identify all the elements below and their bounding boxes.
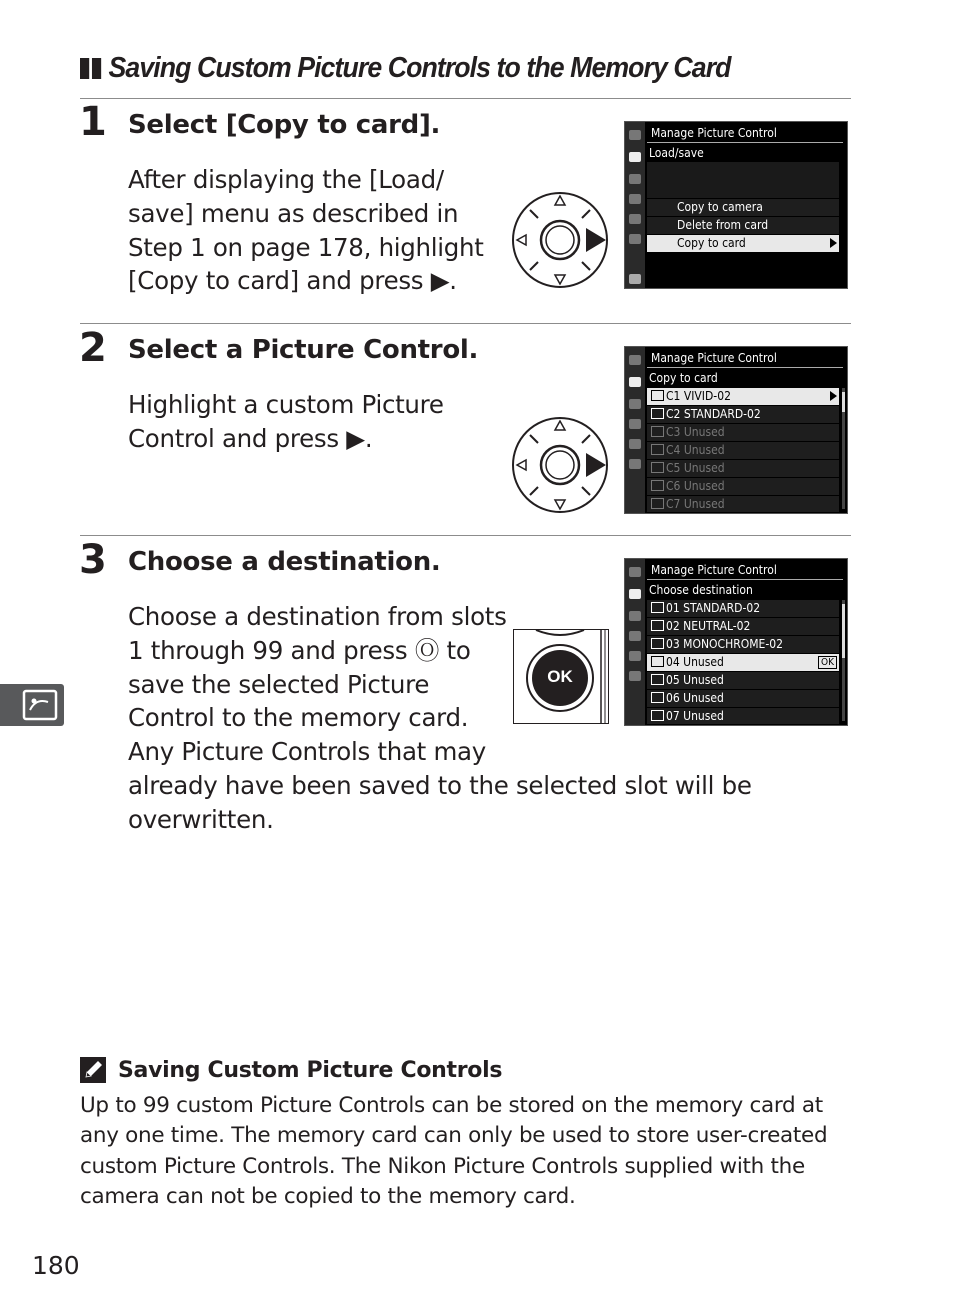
note-pencil-icon [80,1057,106,1083]
slot-label: 07 [666,709,680,723]
divider [80,323,851,324]
slot-label: C5 [666,461,681,475]
ok-button-illustration [513,629,609,724]
slot-label: 05 [666,673,680,687]
arrow-right-icon [830,238,837,248]
control-name: VIVID-02 [683,389,731,403]
destination-slot-row[interactable] [647,654,839,671]
menu-item-delete-from-card[interactable] [647,217,839,234]
control-name: Unused [683,443,725,457]
step-number: 3 [79,537,107,583]
menu-side-tabs [625,347,645,513]
divider [80,535,851,536]
text-line: Control and press ▶. [128,423,373,453]
memory-card-slot-icon [651,602,664,613]
wrench-icon [629,194,641,204]
camera-screen-copy-to-card [624,346,848,514]
step-title: Select [Copy to card]. [128,110,441,140]
picture-control-row[interactable] [647,424,839,441]
camera-screen-load-save [624,121,848,289]
picture-control-row[interactable] [647,496,839,512]
picture-control-row[interactable] [647,478,839,495]
section-marker-icon [80,58,101,79]
step-title: Select a Picture Control. [128,335,479,365]
ok-badge: OK [818,656,837,669]
memory-card-slot-icon [651,638,664,649]
memory-card-slot-icon [651,692,664,703]
slot-label: C6 [666,479,681,493]
screen-subtitle: Load/save [649,146,704,160]
text-line: Up to 99 custom Picture Controls can be stored on the memory card at [80,1093,823,1118]
text-line: save the selected Picture [128,669,430,699]
page-number: 180 [32,1251,80,1280]
camera-icon [629,152,641,162]
picture-control-icon [651,408,664,419]
scrollbar[interactable] [842,388,845,509]
control-name: Unused [683,497,725,511]
section-title [80,48,731,88]
divider [80,98,851,99]
my-menu-icon [629,671,641,681]
text-line: any one time. The memory card can only be used to store user-created [80,1123,828,1149]
slot-label: 03 [666,637,680,651]
text-line: Any Picture Controls that may [128,737,486,767]
scrollbar[interactable] [842,600,845,721]
help-icon [629,274,641,284]
camera-icon [629,377,641,387]
control-name: Unused [683,691,724,705]
note-title: Saving Custom Picture Controls [118,1057,503,1083]
menu-side-tabs [625,559,645,725]
note-body [80,1091,827,1213]
menu-item-label: Copy to card [677,236,746,250]
slot-label: C3 [666,425,681,439]
menu-item-label: Copy to camera [677,200,763,214]
control-name: Unused [683,673,724,687]
text-line: [Copy to card] and press ▶. [128,266,457,296]
playback-icon [629,355,641,365]
screen-header: Manage Picture Control [647,561,843,580]
picture-control-icon [651,498,664,509]
text-line: After displaying the [Load/ [128,165,444,194]
scrollbar-thumb[interactable] [842,604,845,658]
memory-card-slot-icon [651,710,664,721]
note-heading [80,1057,502,1083]
screen-subtitle: Choose destination [649,583,753,597]
camera-icon [629,589,641,599]
section-title-text: Saving Custom Picture Controls to the Memory Card [108,51,731,84]
pencil-icon [629,399,641,409]
memory-card-slot-icon [651,656,664,667]
retouch-icon [629,214,641,224]
slot-label: 02 [666,619,680,633]
control-name: MONOCHROME-02 [683,637,783,651]
multi-selector-right-icon [510,415,610,515]
screen-header: Manage Picture Control [647,349,843,368]
text-line: overwritten. [128,804,274,834]
screen-header: Manage Picture Control [647,124,843,143]
scrollbar-thumb[interactable] [842,392,845,412]
picture-control-row[interactable] [647,460,839,477]
step-instructions [128,163,484,298]
picture-control-row[interactable] [647,388,839,405]
text-line: Control to the memory card. [128,703,469,733]
slot-label: C7 [666,497,681,511]
slot-label: 06 [666,691,680,705]
pencil-icon [629,174,641,184]
picture-control-tab-icon [0,684,64,726]
text-line: Step 1 on page 178, highlight [128,232,484,262]
ok-label: OK [547,667,573,686]
wrench-icon [629,419,641,429]
menu-item-copy-to-card[interactable] [647,235,839,252]
screen-subtitle: Copy to card [649,371,718,385]
my-menu-icon [629,234,641,244]
control-name: STANDARD-02 [683,407,761,421]
picture-control-row[interactable] [647,442,839,459]
slot-label: 01 [666,601,680,615]
text-line: custom Picture Controls. The Nikon Picture Controls supplied with the [80,1153,805,1179]
control-name: Unused [683,425,725,439]
picture-control-icon [651,462,664,473]
control-name: Unused [683,479,725,493]
memory-card-slot-icon [651,620,664,631]
camera-screen-choose-destination [624,558,848,726]
menu-item-copy-to-camera[interactable] [647,199,839,216]
destination-slot-row[interactable] [647,618,839,635]
slot-label: C1 [666,389,681,403]
menu-item-label: Delete from card [677,218,769,232]
step-title: Choose a destination. [128,547,441,577]
pencil-icon [629,611,641,621]
control-name: Unused [683,709,724,723]
control-name: Unused [683,461,725,475]
arrow-right-icon [830,391,837,401]
slot-label: C4 [666,443,681,457]
destination-slot-row[interactable] [647,672,839,689]
chapter-tab [0,684,64,726]
destination-slot-row[interactable] [647,600,839,617]
multi-selector-right-icon [510,190,610,290]
slot-label: 04 [666,655,680,669]
memory-card-slot-icon [651,674,664,685]
destination-slot-row[interactable] [647,708,839,724]
picture-control-icon [651,480,664,491]
text-line: already have been saved to the selected slot will be [128,770,752,800]
step-number: 2 [79,325,107,371]
retouch-icon [629,439,641,449]
playback-icon [629,130,641,140]
destination-slot-row[interactable] [647,690,839,707]
retouch-icon [629,651,641,661]
wrench-icon [629,631,641,641]
picture-control-icon [651,390,664,401]
picture-control-icon [651,444,664,455]
text-line: 1 through 99 and press Ⓞ to [128,635,471,665]
text-line: save] menu as described in [128,198,459,228]
step-number: 1 [79,99,107,145]
my-menu-icon [629,459,641,469]
control-name: NEUTRAL-02 [683,619,751,633]
blank-row [647,162,839,198]
menu-side-tabs [625,122,645,288]
step-instructions [128,388,444,456]
text-line: Choose a destination from slots [128,602,507,631]
text-line: Highlight a custom Picture [128,390,444,419]
picture-control-row[interactable] [647,406,839,423]
text-line: camera can not be copied to the memory card. [80,1184,576,1210]
destination-slot-row[interactable] [647,636,839,653]
control-name: STANDARD-02 [683,601,761,615]
playback-icon [629,567,641,577]
control-name: Unused [683,655,724,669]
picture-control-icon [651,426,664,437]
slot-label: C2 [666,407,681,421]
